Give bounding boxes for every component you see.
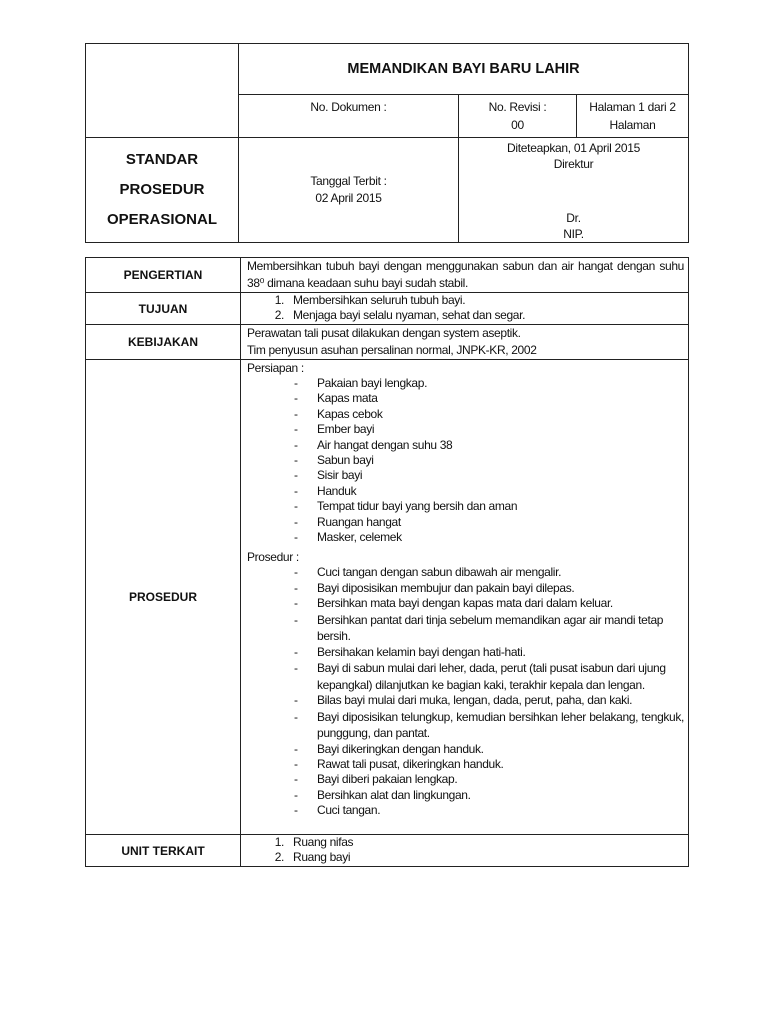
list-item: 2. Menjaga bayi selalu nyaman, sehat dan segar. — [287, 308, 684, 323]
tanggal-label: Tanggal Terbit : — [310, 174, 387, 188]
halaman-line1: Halaman 1 dari 2 — [589, 100, 676, 114]
list-item: - Bayi diberi pakaian lengkap. — [247, 772, 684, 787]
halaman — [577, 95, 689, 138]
direktur: Direktur — [553, 157, 594, 171]
no-revisi-label: No. Revisi : — [488, 100, 547, 114]
kebijakan-line1: Perawatan tali pusat dilakukan dengan system aseptik. — [247, 326, 521, 340]
logo-area — [86, 44, 239, 138]
list-item: 1. Ruang nifas — [287, 835, 684, 850]
list-item: 2. Ruang bayi — [287, 850, 684, 865]
no-dokumen: No. Dokumen : — [239, 95, 459, 138]
list-item: - Bayi dikeringkan dengan handuk. — [247, 742, 684, 757]
nip: NIP. — [563, 227, 584, 241]
unit-terkait-label: UNIT TERKAIT — [86, 835, 241, 867]
document-title: MEMANDIKAN BAYI BARU LAHIR — [239, 44, 689, 95]
list-item: 1. Membersihkan seluruh tubuh bayi. — [287, 293, 684, 308]
list-item: - Pakaian bayi lengkap. — [247, 376, 684, 391]
sop-line1: STANDAR — [125, 151, 199, 168]
tujuan-label: TUJUAN — [86, 293, 241, 325]
list-item: - Air hangat dengan suhu 38 — [247, 438, 684, 453]
dr: Dr. — [566, 211, 581, 225]
kebijakan-line2: Tim penyusun asuhan persalinan normal, JNPK-KR, 2002 — [247, 342, 537, 357]
list-item: - Kapas cebok — [247, 407, 684, 422]
kebijakan-label: KEBIJAKAN — [86, 325, 241, 360]
penetapan — [459, 138, 689, 243]
prosedur-content — [241, 360, 689, 835]
list-item: - Sisir bayi — [247, 468, 684, 483]
sop-line3: OPERASIONAL — [106, 211, 217, 228]
no-revisi-value: 00 — [511, 118, 524, 132]
halaman-line2: Halaman — [609, 118, 656, 132]
list-item: - Bersihkan pantat dari tinja sebelum memandikan agar air mandi tetap bersih. — [247, 612, 684, 645]
no-revisi — [459, 95, 577, 138]
pengertian-label: PENGERTIAN — [86, 258, 241, 293]
list-item: - Cuci tangan dengan sabun dibawah air mengalir. — [247, 565, 684, 580]
prosedur-steps-label: Prosedur : — [247, 550, 299, 565]
persiapan-list — [247, 376, 684, 545]
list-item: - Ember bayi — [247, 422, 684, 437]
kebijakan-content — [241, 325, 689, 360]
pengertian-content — [241, 258, 689, 293]
list-item: - Bayi diposisikan membujur dan pakain bayi dilepas. — [247, 581, 684, 596]
tujuan-list — [241, 293, 684, 323]
tanggal-value: 02 April 2015 — [315, 191, 382, 205]
list-item: - Handuk — [247, 484, 684, 499]
list-item: - Ruangan hangat — [247, 515, 684, 530]
list-item: - Bersihkan mata bayi dengan kapas mata dari dalam keluar. — [247, 596, 684, 611]
list-item: - Tempat tidur bayi yang bersih dan aman — [247, 499, 684, 514]
sop-body-table — [85, 257, 689, 867]
unit-terkait-content — [241, 835, 689, 867]
tujuan-content — [241, 293, 689, 325]
list-item: - Sabun bayi — [247, 453, 684, 468]
list-item: - Masker, celemek — [247, 530, 684, 545]
unit-terkait-list — [241, 835, 684, 865]
list-item: - Bilas bayi mulai dari muka, lengan, dada, perut, paha, dan kaki. — [247, 693, 684, 708]
sop-header-table — [85, 43, 689, 243]
list-item: - Cuci tangan. — [247, 803, 684, 818]
sop-line2: PROSEDUR — [119, 181, 205, 198]
list-item: - Bayi diposisikan telungkup, kemudian bersihkan leher belakang, tengkuk, punggung, dan pantat. — [247, 709, 684, 742]
tanggal-terbit — [239, 138, 459, 243]
list-item: - Bersihakan kelamin bayi dengan hati-hati. — [247, 645, 684, 660]
list-item: - Rawat tali pusat, dikeringkan handuk. — [247, 757, 684, 772]
pengertian-text: Membersihkan tubuh bayi dengan menggunakan sabun dan air hangat dengan suhu 38⁰ dimana keadaan suhu bayi sudah stabil. — [247, 259, 684, 290]
prosedur-steps-list — [247, 565, 684, 818]
list-item: - Bersihkan alat dan lingkungan. — [247, 788, 684, 803]
persiapan-label: Persiapan : — [247, 361, 304, 375]
prosedur-label: PROSEDUR — [86, 360, 241, 835]
sop-label — [86, 138, 239, 243]
ditetapkan: Diteteapkan, 01 April 2015 — [507, 141, 640, 155]
list-item: - Bayi di sabun mulai dari leher, dada, perut (tali pusat isabun dari ujung kepangkal) dilanjutkan ke bagian kaki, terakhir kepala dan lengan. — [247, 660, 684, 693]
list-item: - Kapas mata — [247, 391, 684, 406]
